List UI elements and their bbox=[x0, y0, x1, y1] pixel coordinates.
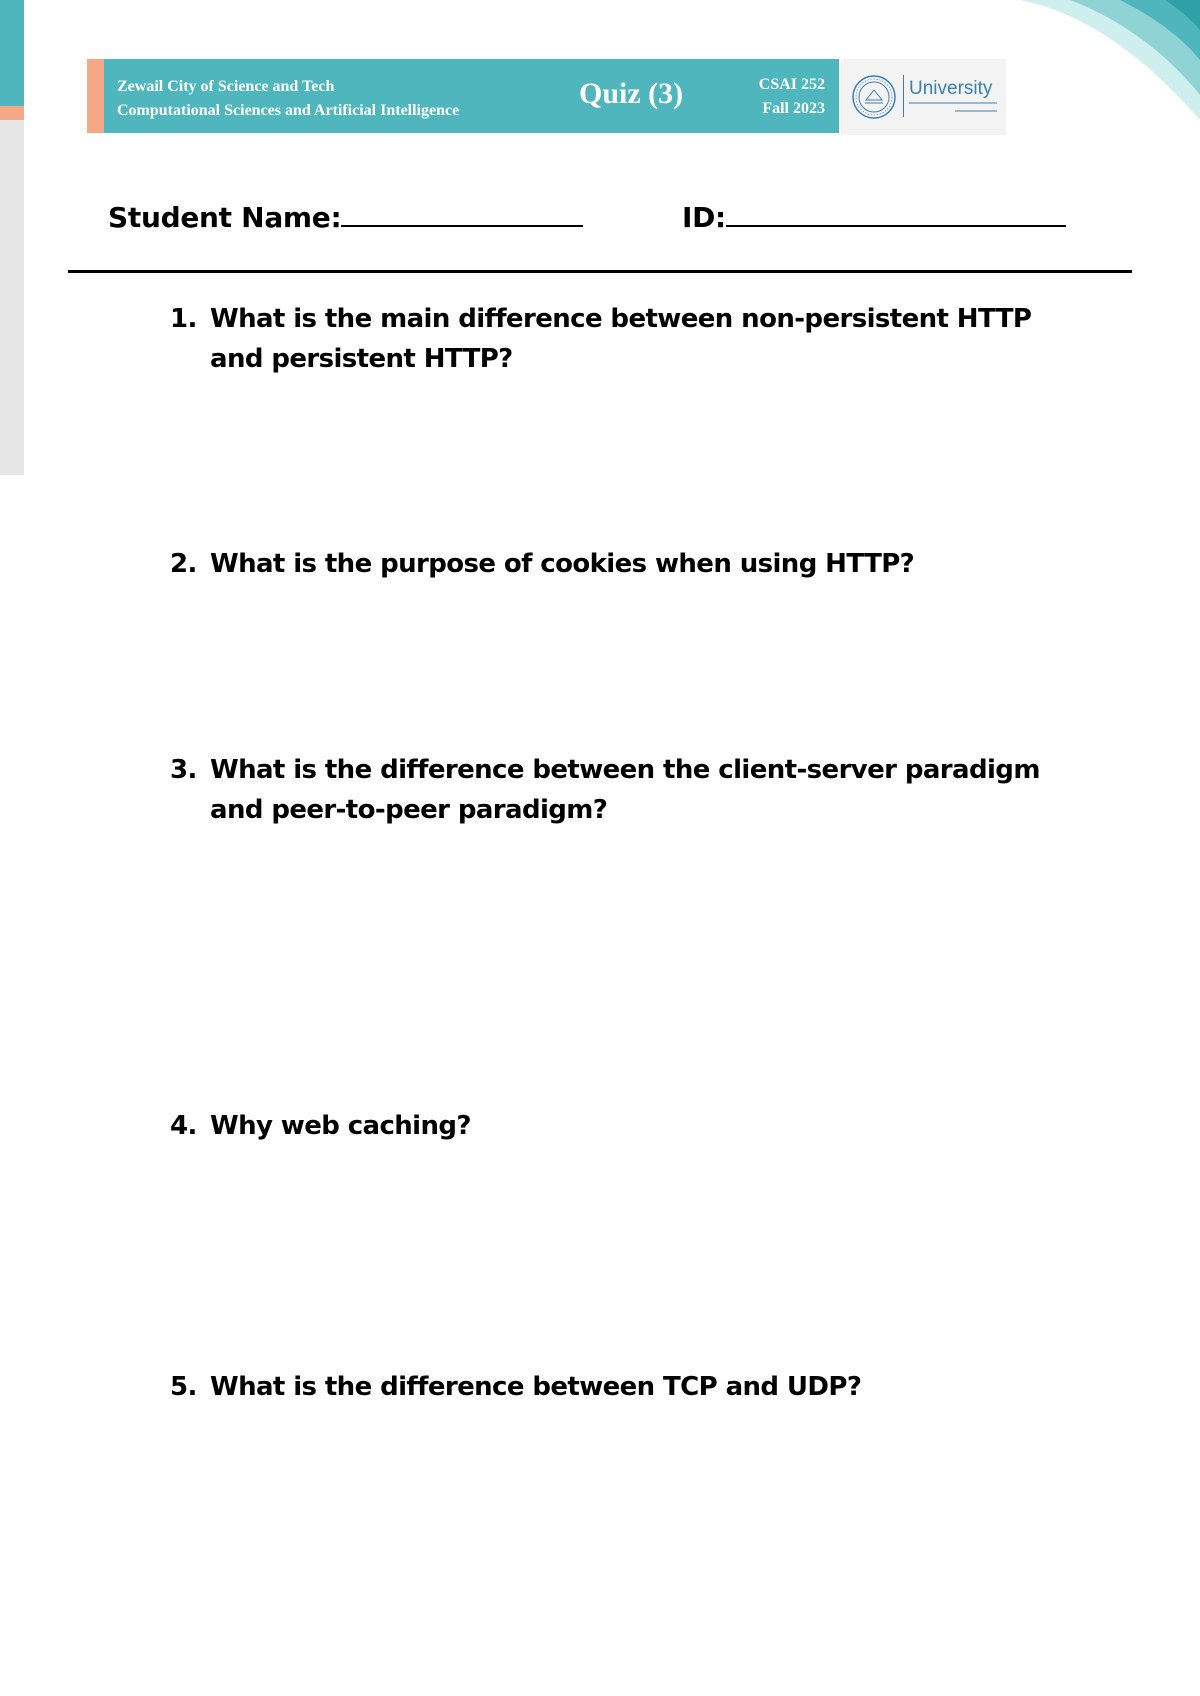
left-decor-teal bbox=[0, 0, 24, 106]
question-number: 1. bbox=[170, 304, 197, 334]
question-item bbox=[170, 1367, 1090, 1407]
university-seal-icon bbox=[851, 74, 897, 120]
question-text: What is the main difference between non-persistent HTTP and persistent HTTP? bbox=[210, 304, 1032, 374]
logo-fine-print-line bbox=[955, 108, 997, 113]
school-name: Computational Sciences and Artificial Intelligence bbox=[117, 102, 460, 119]
course-block bbox=[759, 73, 825, 121]
term: Fall 2023 bbox=[762, 100, 825, 117]
question-item bbox=[170, 544, 1090, 584]
question-number: 3. bbox=[170, 755, 197, 785]
banner-accent-strip bbox=[87, 59, 104, 133]
question-number: 2. bbox=[170, 549, 197, 579]
student-id-field bbox=[682, 199, 1066, 234]
student-name-blank[interactable] bbox=[341, 199, 583, 227]
quiz-title: Quiz (3) bbox=[579, 77, 684, 110]
question-text: Why web caching? bbox=[210, 1111, 471, 1141]
header-divider bbox=[68, 270, 1132, 273]
logo-wordmark: University bbox=[909, 78, 993, 99]
corner-wave-decoration bbox=[1000, 0, 1200, 125]
student-id-label: ID: bbox=[682, 201, 726, 234]
left-decor-gray bbox=[0, 120, 24, 475]
university-logo bbox=[841, 59, 1006, 135]
left-decor-orange bbox=[0, 106, 24, 120]
logo-fine-print-line bbox=[909, 100, 997, 106]
student-name-field bbox=[108, 199, 583, 234]
question-number: 5. bbox=[170, 1372, 197, 1402]
question-item bbox=[170, 299, 1090, 379]
question-number: 4. bbox=[170, 1111, 197, 1141]
student-id-blank[interactable] bbox=[726, 199, 1066, 227]
question-text: What is the difference between TCP and UDP? bbox=[210, 1372, 862, 1402]
institution-name: Zewail City of Science and Tech bbox=[117, 78, 335, 95]
institution-block bbox=[117, 75, 459, 123]
course-code: CSAI 252 bbox=[758, 76, 825, 93]
question-text: What is the purpose of cookies when using HTTP? bbox=[210, 549, 915, 579]
student-name-label: Student Name: bbox=[108, 201, 342, 234]
question-item bbox=[170, 750, 1090, 830]
header-banner bbox=[87, 59, 839, 133]
logo-separator bbox=[903, 75, 904, 117]
question-text: What is the difference between the client-server paradigm and peer-to-peer paradigm? bbox=[210, 755, 1040, 825]
question-item bbox=[170, 1106, 1090, 1146]
